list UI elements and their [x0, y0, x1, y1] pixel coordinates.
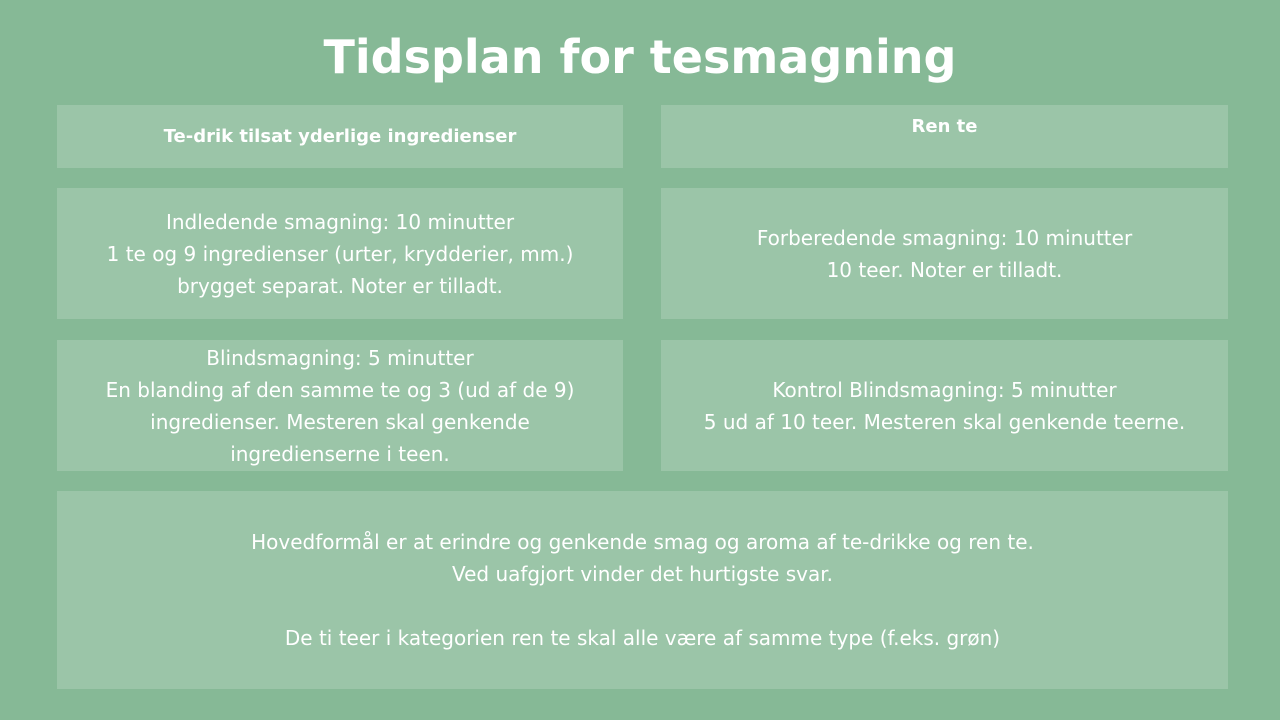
blind-tasting-line: En blanding af den samme te og 3 (ud af de 9)	[105, 377, 575, 402]
header-right-label: Ren te	[911, 116, 978, 137]
preparatory-tasting-line: 10 teer. Noter er tilladt.	[826, 257, 1063, 282]
purpose-box	[57, 491, 1228, 689]
tie-rule: Ved uafgjort vinder det hurtigste svar.	[451, 562, 834, 586]
purpose-main: Hovedformål er at erindre og genkende smag og aroma af te-drikke og ren te.	[251, 530, 1034, 554]
blind-tasting-line: ingredienserne i teen.	[230, 441, 450, 466]
initial-tasting-title: Indledende smagning: 10 minutter	[165, 209, 515, 234]
blind-tasting-title: Blindsmagning: 5 minutter	[206, 345, 474, 370]
control-blind-tasting-box	[661, 340, 1228, 471]
control-blind-tasting-line: 5 ud af 10 teer. Mesteren skal genkende teerne.	[703, 409, 1186, 434]
initial-tasting-line: brygget separat. Noter er tilladt.	[177, 273, 503, 298]
blind-tasting-line: ingredienser. Mesteren skal genkende	[150, 409, 530, 434]
initial-tasting-line: 1 te og 9 ingredienser (urter, krydderier, mm.)	[106, 241, 574, 266]
header-right-column	[661, 105, 1228, 168]
pure-tea-rule: De ti teer i kategorien ren te skal alle være af samme type (f.eks. grøn)	[284, 626, 1001, 650]
control-blind-tasting-title: Kontrol Blindsmagning: 5 minutter	[772, 377, 1117, 402]
preparatory-tasting-title: Forberedende smagning: 10 minutter	[756, 225, 1133, 250]
preparatory-tasting-box	[661, 188, 1228, 319]
blind-tasting-box	[57, 340, 623, 471]
page-title: Tidsplan for tesmagning	[323, 30, 957, 84]
initial-tasting-box	[57, 188, 623, 319]
header-left-column	[57, 105, 623, 168]
header-left-label: Te-drik tilsat yderlige ingredienser	[163, 125, 517, 147]
